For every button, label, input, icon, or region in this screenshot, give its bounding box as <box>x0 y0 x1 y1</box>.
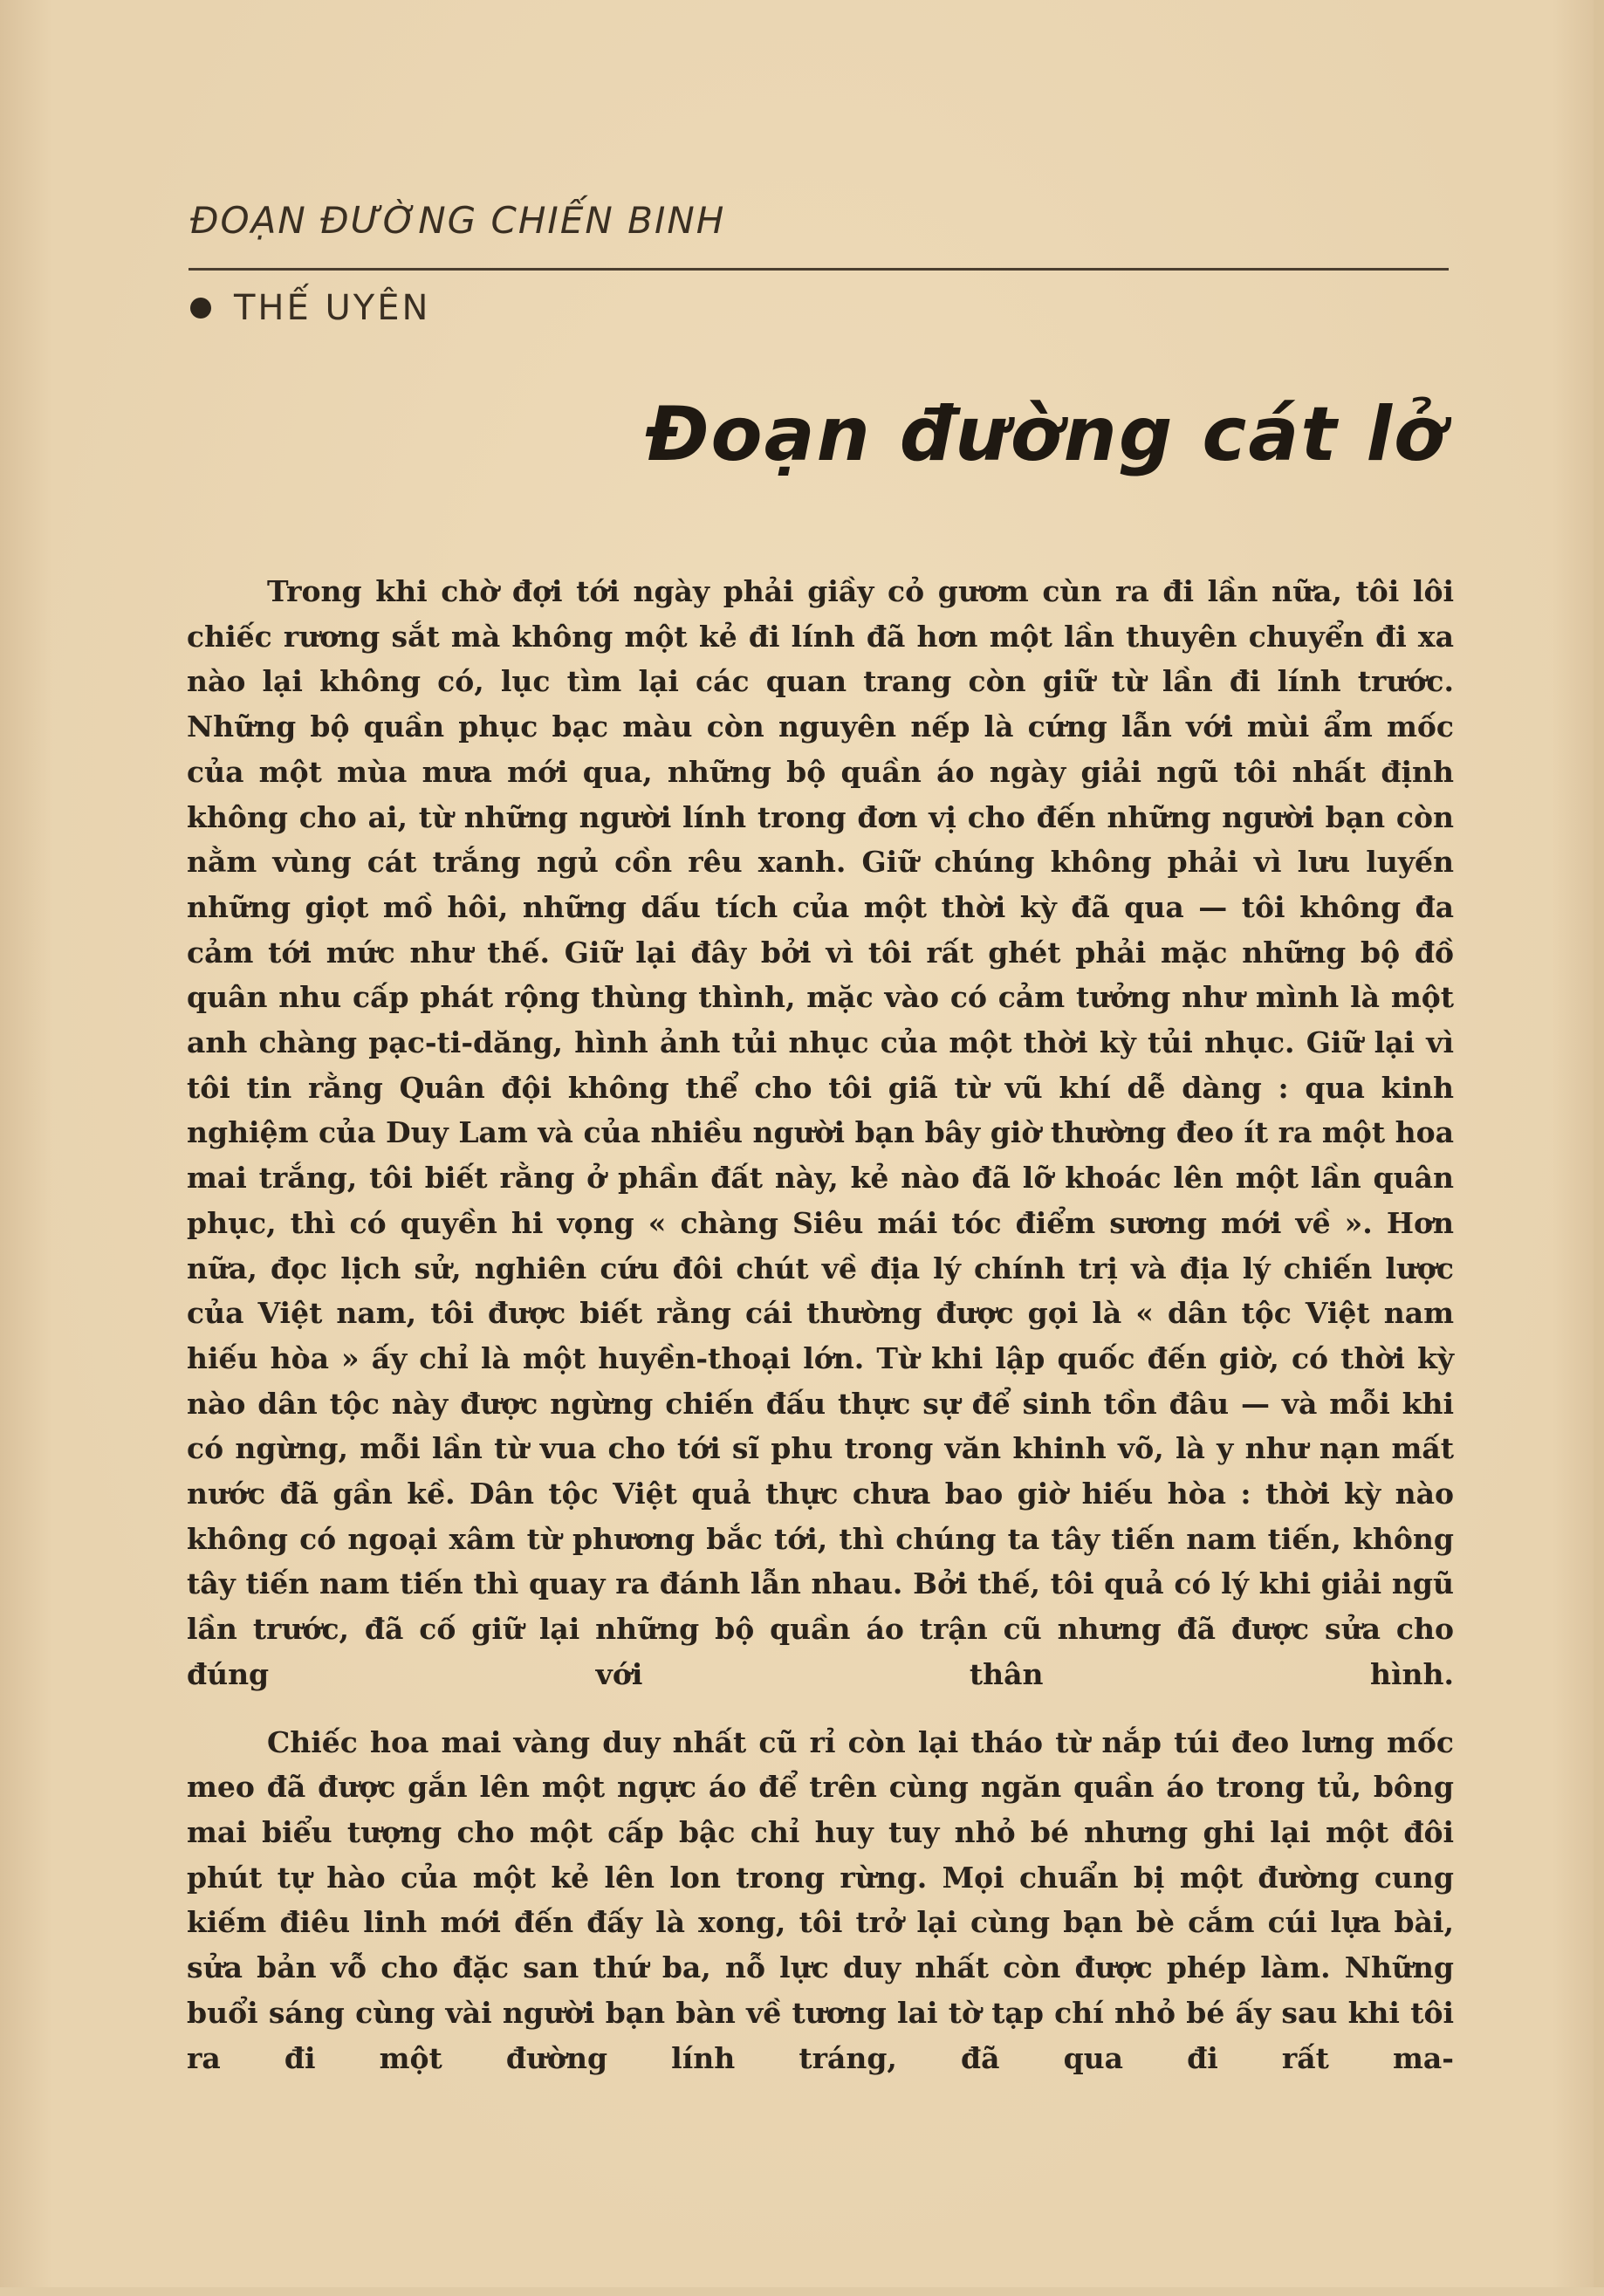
author-line <box>190 286 430 330</box>
paragraph-1: Trong khi chờ đợi tới ngày phải giầy cỏ gươm cùn ra đi lần nữa, tôi lôi chiếc rương sắt mà không một kẻ đi lính đã hơn một lần thuyên chuyển đi xa nào lại không có, lục tìm lại các quan trang còn giữ từ lần đi lính trước. Những bộ quần phục bạc màu còn nguyên nếp là cứng lẫn với mùi ẩm mốc của một mùa mưa mới qua, những bộ quần áo ngày giải ngũ tôi nhất định không cho ai, từ những người lính trong đơn vị cho đến những người bạn còn nằm vùng cát trắng ngủ cồn rêu xanh. Giữ chúng không phải vì lưu luyến những giọt mồ hôi, những dấu tích của một thời kỳ đã qua — tôi không đa cảm tới mức như thế. Giữ lại đây bởi vì tôi rất ghét phải mặc những bộ đồ quân nhu cấp phát rộng thùng thình, mặc vào có cảm tưởng như mình là một anh chàng pạc-ti-dăng, hình ảnh tủi nhục của một thời kỳ tủi nhục. Giữ lại vì tôi tin rằng Quân đội không thể cho tôi giã từ vũ khí dễ dàng : qua kinh nghiệm của Duy Lam và của nhiều người bạn bây giờ thường đeo ít ra một hoa mai trắng, tôi biết rằng ở phần đất này, kẻ nào đã lỡ khoác lên một lần quân phục, thì có quyền hi vọng « chàng Siêu mái tóc điểm sương mới về ». Hơn nữa, đọc lịch sử, nghiên cứu đôi chút về địa lý chính trị và địa lý chiến lược của Việt nam, tôi được biết rằng cái thường được gọi là « dân tộc Việt nam hiếu hòa » ấy chỉ là một huyền-thoại lớn. Từ khi lập quốc đến giờ, có thời kỳ nào dân tộc này được ngừng chiến đấu thực sự để sinh tồn đâu — và mỗi khi có ngừng, mỗi lần từ vua cho tới sĩ phu trong văn khinh võ, là y như nạn mất nước đã gần kề. Dân tộc Việt quả thực chưa bao giờ hiếu hòa : thời kỳ nào không có ngoại xâm từ phương bắc tới, thì chúng ta tây tiến nam tiến, không tây tiến nam tiến thì quay ra đánh lẫn nhau. Bởi thế, tôi quả có lý khi giải ngũ lần trước, đã cố giữ lại những bộ quần áo trận cũ nhưng đã được sửa cho đúng với thân hình. <box>187 574 1454 1691</box>
article-body <box>187 569 1454 2080</box>
page-edge-bottom <box>0 2287 1604 2296</box>
bullet-icon <box>190 298 211 319</box>
article-title: Đoạn đường cát lở <box>645 391 1447 478</box>
page-edge-right <box>1594 0 1604 2296</box>
paragraph-2: Chiếc hoa mai vàng duy nhất cũ rỉ còn lại tháo từ nắp túi đeo lưng mốc meo đã được gắn lên một ngực áo để trên cùng ngăn quần áo trong tủ, bông mai biểu tượng cho một cấp bậc chỉ huy tuy nhỏ bé nhưng ghi lại một đôi phút tự hào của một kẻ lên lon trong rừng. Mọi chuẩn bị một đường cung kiếm điêu linh mới đến đấy là xong, tôi trở lại cùng bạn bè cắm cúi lựa bài, sửa bản vỗ cho đặc san thứ ba, nỗ lực duy nhất còn được phép làm. Những buổi sáng cùng vài người bạn bàn về tương lai tờ tạp chí nhỏ bé ấy sau khi tôi ra đi một đường lính tráng, đã qua đi rất ma- <box>187 1724 1454 2075</box>
header-rule <box>189 268 1449 271</box>
author-name: THẾ UYÊN <box>234 288 431 328</box>
section-title: ĐOẠN ĐƯỜNG CHIẾN BINH <box>190 199 726 242</box>
